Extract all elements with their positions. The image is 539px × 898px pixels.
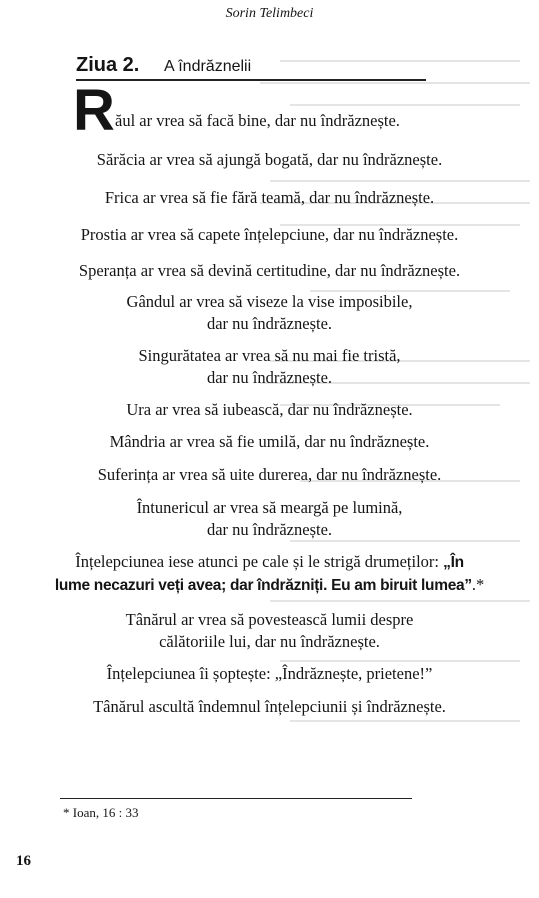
drop-cap: R: [73, 78, 115, 143]
footnote-divider: [60, 798, 412, 799]
footnote: * Ioan, 16 : 33: [63, 805, 139, 820]
paragraph-6-line-2: dar nu îndrăznește.: [206, 314, 333, 333]
paragraph-12-line-2: [0, 575, 539, 596]
paragraph-12-line-1: [0, 552, 539, 573]
paragraph-5: Speranța ar vrea să devină certitudine, dar nu îndrăznește.: [78, 261, 461, 280]
paragraph-12-plain-text: Înțelepciunea iese atunci pe cale și le strigă drumeților:: [75, 552, 444, 571]
paragraph-15: Tânărul ascultă îndemnul înțelepciunii și îndrăznește.: [93, 697, 446, 716]
paragraph-13-line-2: călătoriile lui, dar nu îndrăznește.: [159, 632, 380, 651]
paragraph-2: Sărăcia ar vrea să ajungă bogată, dar nu îndrăznește.: [96, 150, 443, 169]
paragraph-12-quote-start: „În: [443, 554, 464, 571]
paragraph-9: Mândria ar vrea să fie umilă, dar nu îndrăznește.: [109, 432, 430, 451]
paragraph-14: Înțelepciunea îi șoptește: „Îndrăznește, prietene!”: [106, 664, 433, 683]
paragraph-13-line-1: Tânărul ar vrea să povestească lumii despre: [125, 610, 414, 629]
paragraph-6-line-1: Gândul ar vrea să viseze la vise imposibile,: [126, 292, 413, 311]
chapter-subtitle: A îndrăznelii: [164, 58, 252, 75]
chapter-number: Ziua 2.: [76, 54, 140, 76]
paragraph-11-line-2: dar nu îndrăznește.: [206, 520, 333, 539]
paragraph-1: ăul ar vrea să facă bine, dar nu îndrăznește.: [115, 111, 400, 130]
paragraph-12-quote: lume necazuri veți avea; dar îndrăzniți. Eu am biruit lumea”: [54, 577, 472, 594]
paragraph-4: Prostia ar vrea să capete înțelepciune, dar nu îndrăznește.: [80, 225, 459, 244]
paragraph-7-line-1: Singurătatea ar vrea să nu mai fie tristă,: [138, 346, 401, 365]
paragraph-10: Suferința ar vrea să uite durerea, dar nu îndrăznește.: [97, 465, 442, 484]
paragraph-7-line-2: dar nu îndrăznește.: [206, 368, 333, 387]
running-header: Sorin Telimbeci: [225, 6, 314, 21]
paragraph-12-footnote-mark: .*: [471, 575, 485, 594]
paragraph-8: Ura ar vrea să iubească, dar nu îndrăznește.: [126, 400, 413, 419]
paragraph-11-line-1: Întunericul ar vrea să meargă pe lumină,: [136, 498, 403, 517]
paragraph-3: Frica ar vrea să fie fără teamă, dar nu îndrăznește.: [104, 188, 435, 207]
chapter-title: [76, 53, 426, 81]
page-number: 16: [16, 853, 31, 869]
